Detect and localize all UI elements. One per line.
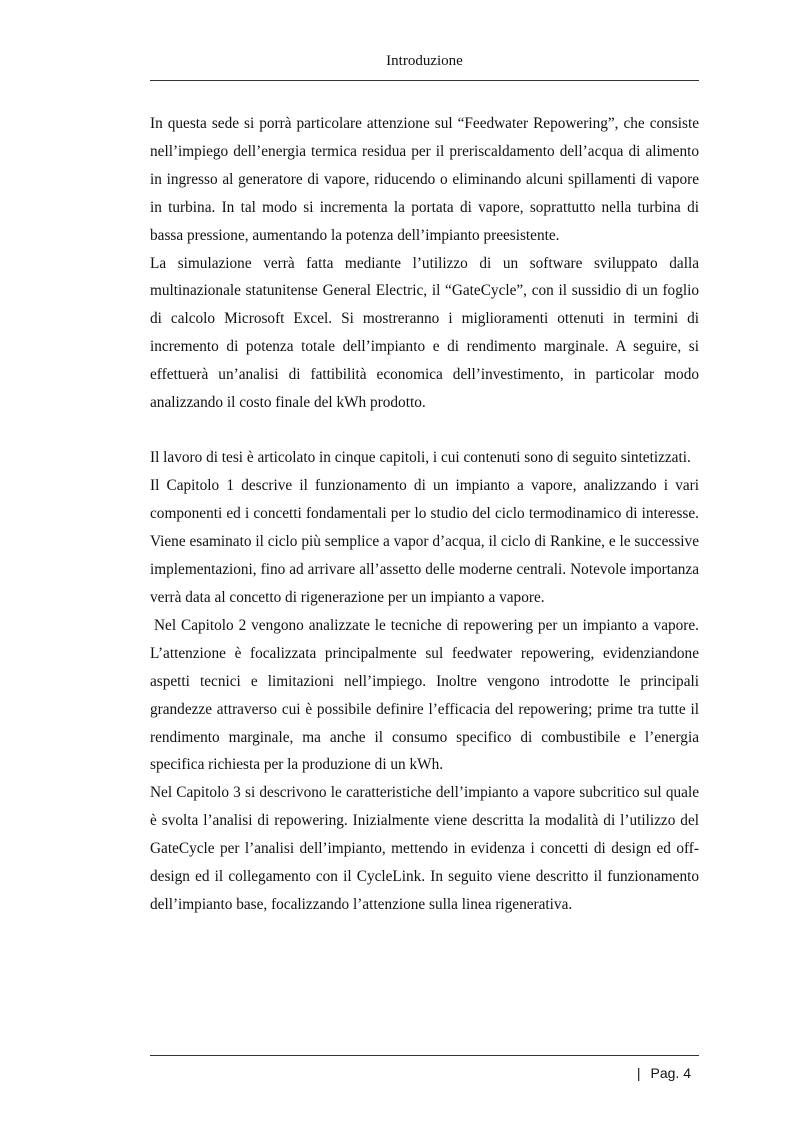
header-divider [150,80,699,81]
page-number-label: Pag. 4 [650,1065,691,1081]
footer-divider [150,1055,699,1056]
page-header: Introduzione [386,53,463,69]
paragraph-chapter-3: Nel Capitolo 3 si descrivono le caratteristiche dell’impianto a vapore subcritico sul quale è svolta l’analisi di repowering. Inizialmente viene descritta la modalità di l’utilizzo del GateCycle per l’analisi dell’impianto, mettendo in evidenza i concetti di design ed off-design ed il collegamento con il CycleLink. In seguito viene descritto il funzionamento dell’impianto base, focalizzando l’attenzione sulla linea rigenerativa. [150,784,699,913]
paragraph-thesis-structure: Il lavoro di tesi è articolato in cinque capitoli, i cui contenuti sono di seguito sintetizzati. [150,449,691,467]
paragraph-chapter-2: Nel Capitolo 2 vengono analizzate le tecniche di repowering per un impianto a vapore. L’attenzione è focalizzata principalmente sul feedwater repowering, evidenziandone aspetti tecnici e limitazioni nell’impiego. Inoltre vengono introdotte le principali grandezze attraverso cui è possibile definire l’efficacia del repowering; prime tra tutte il rendimento marginale, ma anche il consumo specifico di combustibile e l’energia specifica richiesta per la produzione di un kWh. [150,616,699,774]
paragraph-chapter-1: Il Capitolo 1 descrive il funzionamento di un impianto a vapore, analizzando i vari componenti ed i concetti fondamentali per lo studio del ciclo termodinamico di interesse. Viene esaminato il ciclo più semplice a vapor d’acqua, il ciclo di Rankine, e le successive implementazioni, fino ad arrivare all’assetto delle moderne centrali. Notevole importanza verrà data al concetto di rigenerazione per un impianto a vapore. [150,477,699,606]
paragraph-simulation: La simulazione verrà fatta mediante l’utilizzo di un software sviluppato dalla multinazionale statunitense General Electric, il “GateCycle”, con il sussidio di un foglio di calcolo Microsoft Excel. Si mostreranno i miglioramenti ottenuti in termini di incremento di potenza totale dell’impianto e di rendimento marginale. A seguire, si effettuerà un’analisi di fattibilità economica dell’investimento, in particolar modo analizzando il costo finale del kWh prodotto. [150,254,699,412]
body-text [150,110,699,919]
page-number [637,1064,691,1082]
paragraph-feedwater-repowering: In questa sede si porrà particolare attenzione sul “Feedwater Repowering”, che consiste nell’impiego dell’energia termica residua per il preriscaldamento dell’acqua di alimento in ingresso al generatore di vapore, riducendo o eliminando alcuni spillamenti di vapore in turbina. In tal modo si incrementa la portata di vapore, soprattutto nella turbina di bassa pressione, aumentando la potenza dell’impianto preesistente. [150,115,699,244]
page-number-separator: | [636,1065,641,1081]
